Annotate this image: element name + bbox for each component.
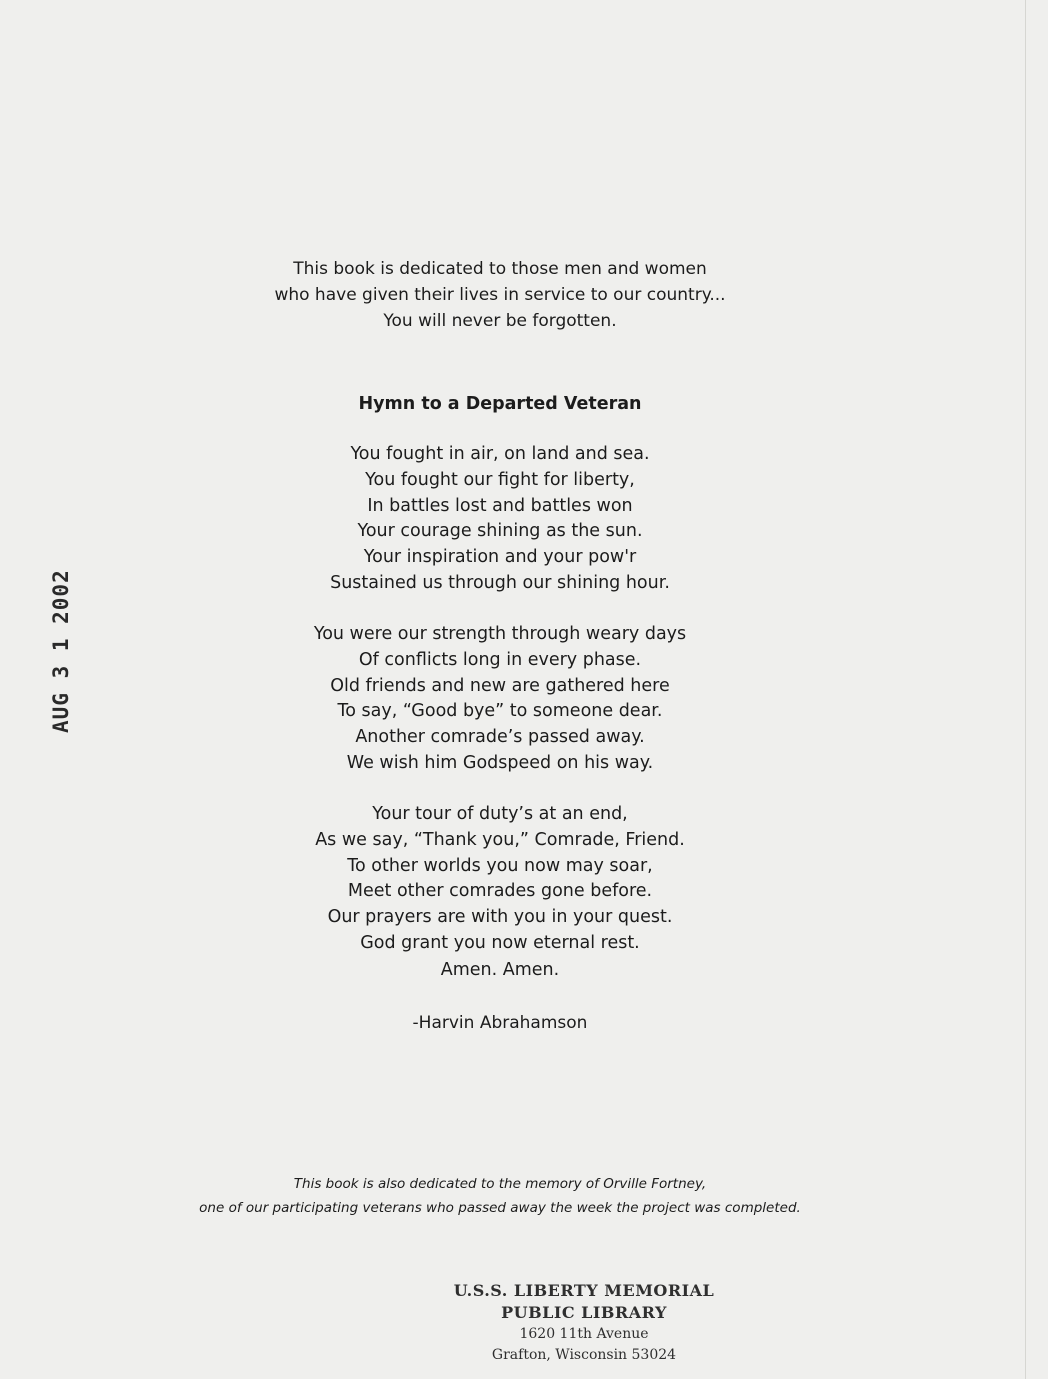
hymn-stanza-2 <box>0 622 1000 777</box>
verse-line: To other worlds you now may soar, <box>347 855 653 876</box>
page-edge <box>1025 0 1026 1379</box>
dedication-line: who have given their lives in service to our country... <box>274 285 726 305</box>
hymn-stanza-3 <box>0 802 1000 957</box>
verse-line: You were our strength through weary days <box>313 624 687 644</box>
verse-line: Our prayers are with you in your quest. <box>327 907 673 928</box>
dedication-line: This book is dedicated to those men and women <box>293 259 707 279</box>
verse-line: In battles lost and battles won <box>367 495 633 516</box>
hymn-stanza-1 <box>0 442 1000 597</box>
verse-line: Your tour of duty’s at an end, <box>372 804 628 824</box>
verse-line: You fought in air, on land and sea. <box>350 444 650 464</box>
hymn-closing: Amen. Amen. <box>440 960 560 980</box>
verse-line: God grant you now eternal rest. <box>360 932 640 953</box>
memorial-dedication <box>0 1172 1000 1220</box>
library-stamp-line: Grafton, Wisconsin 53024 <box>491 1347 677 1363</box>
verse-line: Your inspiration and your pow'r <box>363 547 637 568</box>
verse-line: Meet other comrades gone before. <box>347 881 653 902</box>
verse-line: You fought our fight for liberty, <box>365 469 635 490</box>
memorial-line: one of our participating veterans who passed away the week the project was completed. <box>199 1200 801 1216</box>
verse-line: As we say, “Thank you,” Comrade, Friend. <box>315 829 685 850</box>
dedication-line: You will never be forgotten. <box>383 311 617 331</box>
memorial-line: This book is also dedicated to the memory of Orville Fortney, <box>293 1176 707 1192</box>
dedication <box>0 256 1000 334</box>
verse-line: Old friends and new are gathered here <box>330 675 670 696</box>
hymn-title: Hymn to a Departed Veteran <box>358 394 642 414</box>
library-stamp-line: U.S.S. LIBERTY MEMORIAL <box>453 1281 715 1300</box>
verse-line: To say, “Good bye” to someone dear. <box>337 701 663 722</box>
verse-line: We wish him Godspeed on his way. <box>346 752 654 773</box>
verse-line: Another comrade’s passed away. <box>355 727 645 748</box>
verse-line: Your courage shining as the sun. <box>357 521 643 542</box>
date-stamp: AUG 3 1 2002 <box>49 569 73 733</box>
library-stamp-line: 1620 11th Avenue <box>519 1326 649 1342</box>
verse-line: Of conflicts long in every phase. <box>358 649 642 670</box>
library-stamp-line: PUBLIC LIBRARY <box>501 1303 667 1322</box>
library-stamp <box>400 1280 768 1366</box>
hymn-author: -Harvin Abrahamson <box>412 1013 588 1033</box>
verse-line: Sustained us through our shining hour. <box>330 572 670 593</box>
